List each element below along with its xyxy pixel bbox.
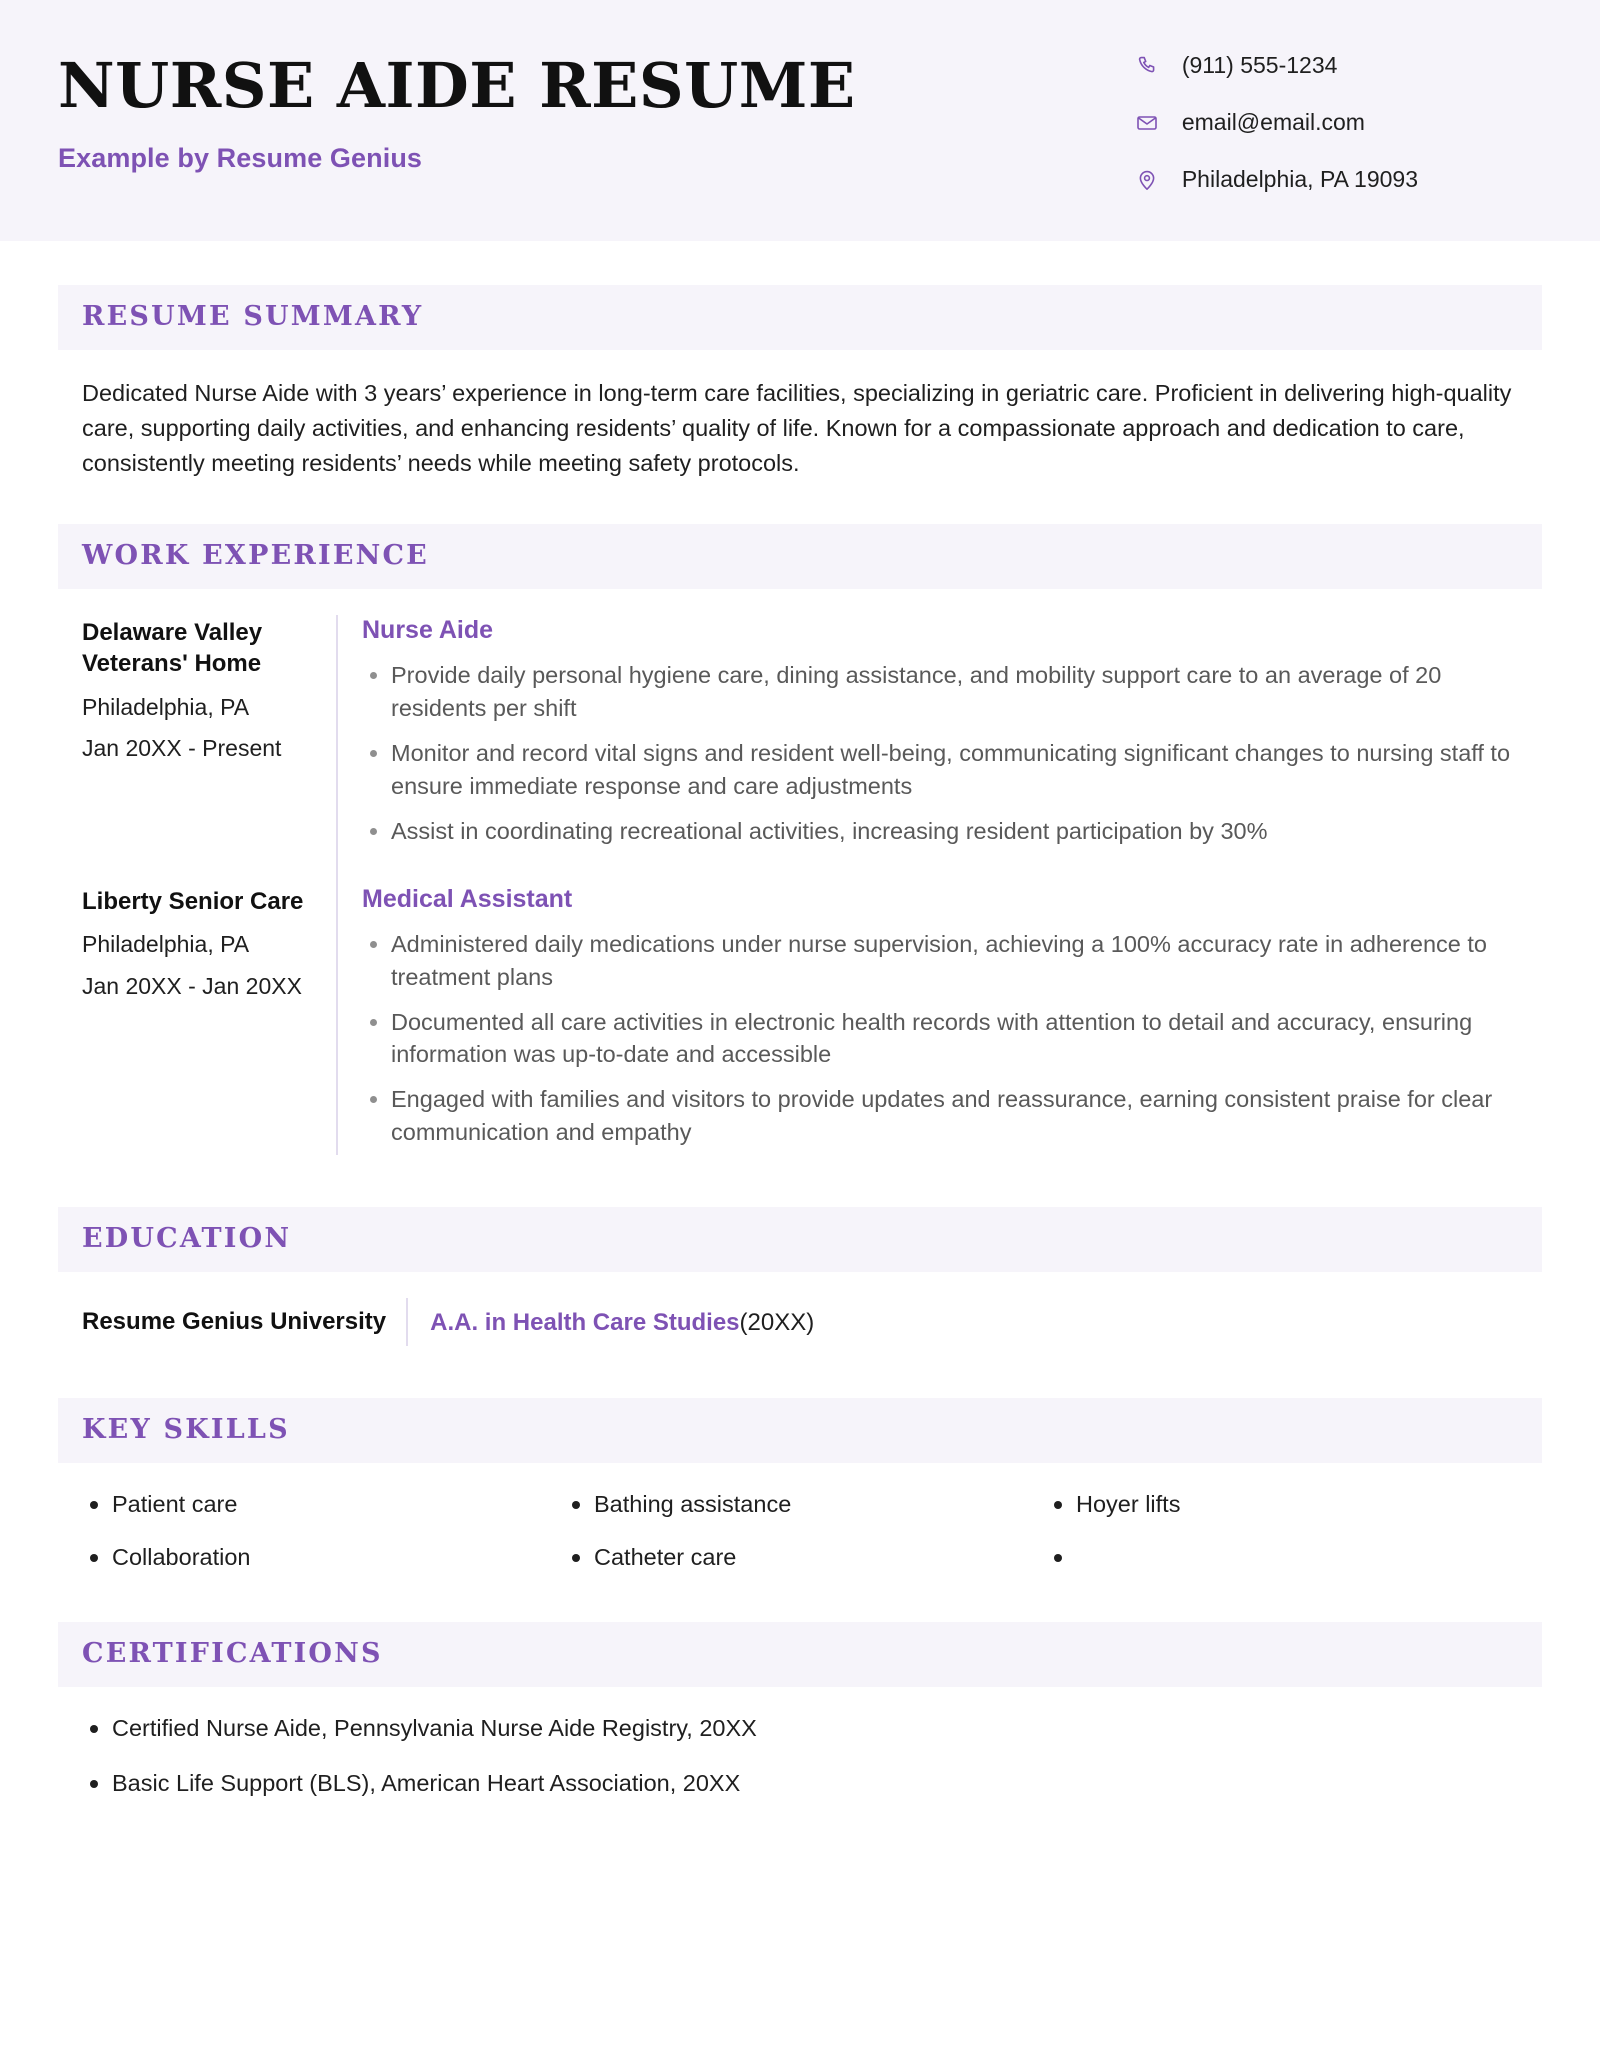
contact-list	[1134, 40, 1542, 193]
spacer	[58, 1346, 1542, 1398]
spacer	[362, 854, 1518, 884]
education-degree-wrap	[408, 1307, 814, 1338]
resume-header	[0, 0, 1600, 241]
spacer	[82, 856, 318, 886]
section-band-certifications	[58, 1622, 1542, 1687]
job-details	[336, 615, 1518, 853]
resume-subtitle: Example by Resume Genius	[58, 143, 423, 174]
skills-grid	[82, 1489, 1518, 1594]
skill-item: Collaboration	[82, 1542, 554, 1573]
section-band-education	[58, 1207, 1542, 1272]
section-band-resume-summary	[58, 285, 1542, 350]
job-company: Delaware Valley Veterans' Home	[82, 619, 263, 678]
skill-item: Bathing assistance	[564, 1489, 1036, 1520]
skill-item: Patient care	[82, 1489, 554, 1520]
job-bullet: Provide daily personal hygiene care, dining assistance, and mobility support care to an average of 20 residents per shift	[362, 659, 1518, 725]
section-body-certifications	[58, 1687, 1542, 1798]
phone-icon	[1134, 53, 1160, 79]
section-body-resume-summary	[58, 350, 1542, 480]
job-dates: Jan 20XX - Jan 20XX	[82, 972, 302, 999]
job-bullet: Administered daily medications under nurse supervision, achieving a 100% accuracy rate in adherence to treatment plans	[362, 928, 1518, 994]
resume-body	[0, 241, 1600, 1842]
section-band-key-skills	[58, 1398, 1542, 1463]
header-left-block	[58, 40, 856, 174]
job-details	[336, 854, 1518, 1155]
envelope-icon	[1134, 110, 1160, 136]
section-heading-key-skills: KEY SKILLS	[82, 1414, 290, 1446]
section-certifications	[58, 1622, 1542, 1798]
contact-location-value: Philadelphia, PA 19093	[1181, 166, 1418, 192]
spacer	[58, 1798, 1542, 1842]
spacer	[58, 480, 1542, 524]
job-title: Medical Assistant	[362, 884, 573, 913]
education-year: (20XX)	[739, 1308, 815, 1336]
job-title: Nurse Aide	[362, 616, 494, 645]
summary-paragraph: Dedicated Nurse Aide with 3 years’ experience in long-term care facilities, specializing in geriatric care. Proficient in delivering high-quality care, supporting daily activities, and enhancing residents’ quality of life. Known for a compassionate approach and dedication to care, consistently meeting residents’ needs while meeting safety protocols.	[82, 380, 1512, 476]
education-degree: A.A. in Health Care Studies	[430, 1308, 740, 1336]
contact-item-email[interactable]	[1134, 109, 1418, 136]
job-bullet: Engaged with families and visitors to provide updates and reassurance, earning consistent praise for clear communication and empathy	[362, 1083, 1518, 1149]
section-heading-certifications: CERTIFICATIONS	[82, 1638, 383, 1670]
spacer	[58, 1594, 1542, 1622]
job-bullet-list	[362, 659, 1518, 847]
location-pin-icon	[1134, 167, 1160, 193]
job-location: Philadelphia, PA	[82, 930, 250, 957]
section-body-key-skills	[58, 1463, 1542, 1594]
job-entry	[82, 854, 1518, 1155]
job-bullet: Monitor and record vital signs and resident well-being, communicating significant changes to nursing staff to ensure immediate response and care adjustments	[362, 737, 1518, 803]
education-entry	[82, 1298, 1518, 1346]
contact-email-value: email@email.com	[1181, 109, 1365, 135]
page-title: NURSE AIDE RESUME	[58, 49, 856, 122]
contact-item-phone[interactable]	[1134, 52, 1418, 79]
spacer	[58, 241, 1542, 285]
section-key-skills	[58, 1398, 1542, 1594]
skill-item: Hoyer lifts	[1046, 1489, 1518, 1520]
section-heading-education: EDUCATION	[82, 1223, 292, 1255]
job-meta	[82, 854, 336, 1155]
section-heading-resume-summary: RESUME SUMMARY	[82, 301, 424, 332]
job-bullet: Documented all care activities in electronic health records with attention to detail and accuracy, ensuring information was up-to-date and accessible	[362, 1006, 1518, 1072]
section-body-education	[58, 1272, 1542, 1346]
job-meta	[82, 615, 336, 853]
section-resume-summary	[58, 285, 1542, 480]
job-bullet-list	[362, 928, 1518, 1149]
skill-item-empty	[1046, 1542, 1518, 1573]
job-dates: Jan 20XX - Present	[82, 735, 282, 762]
job-location: Philadelphia, PA	[82, 693, 250, 720]
certification-item: Certified Nurse Aide, Pennsylvania Nurse Aide Registry, 20XX	[82, 1713, 1518, 1744]
section-band-work-experience	[58, 524, 1542, 589]
section-body-work-experience	[58, 589, 1542, 1155]
certification-list	[82, 1713, 1518, 1798]
spacer	[58, 1155, 1542, 1207]
skill-item: Catheter care	[564, 1542, 1036, 1573]
contact-item-location[interactable]	[1134, 166, 1418, 193]
job-company: Liberty Senior Care	[82, 887, 304, 915]
section-education	[58, 1207, 1542, 1346]
certification-item: Basic Life Support (BLS), American Heart Association, 20XX	[82, 1768, 1518, 1799]
section-work-experience	[58, 524, 1542, 1155]
contact-phone-value: (911) 555-1234	[1181, 52, 1338, 78]
section-heading-work-experience: WORK EXPERIENCE	[82, 540, 429, 572]
job-entry	[82, 615, 1518, 853]
job-bullet: Assist in coordinating recreational activities, increasing resident participation by 30%	[362, 815, 1518, 848]
education-school: Resume Genius University	[82, 1308, 387, 1336]
